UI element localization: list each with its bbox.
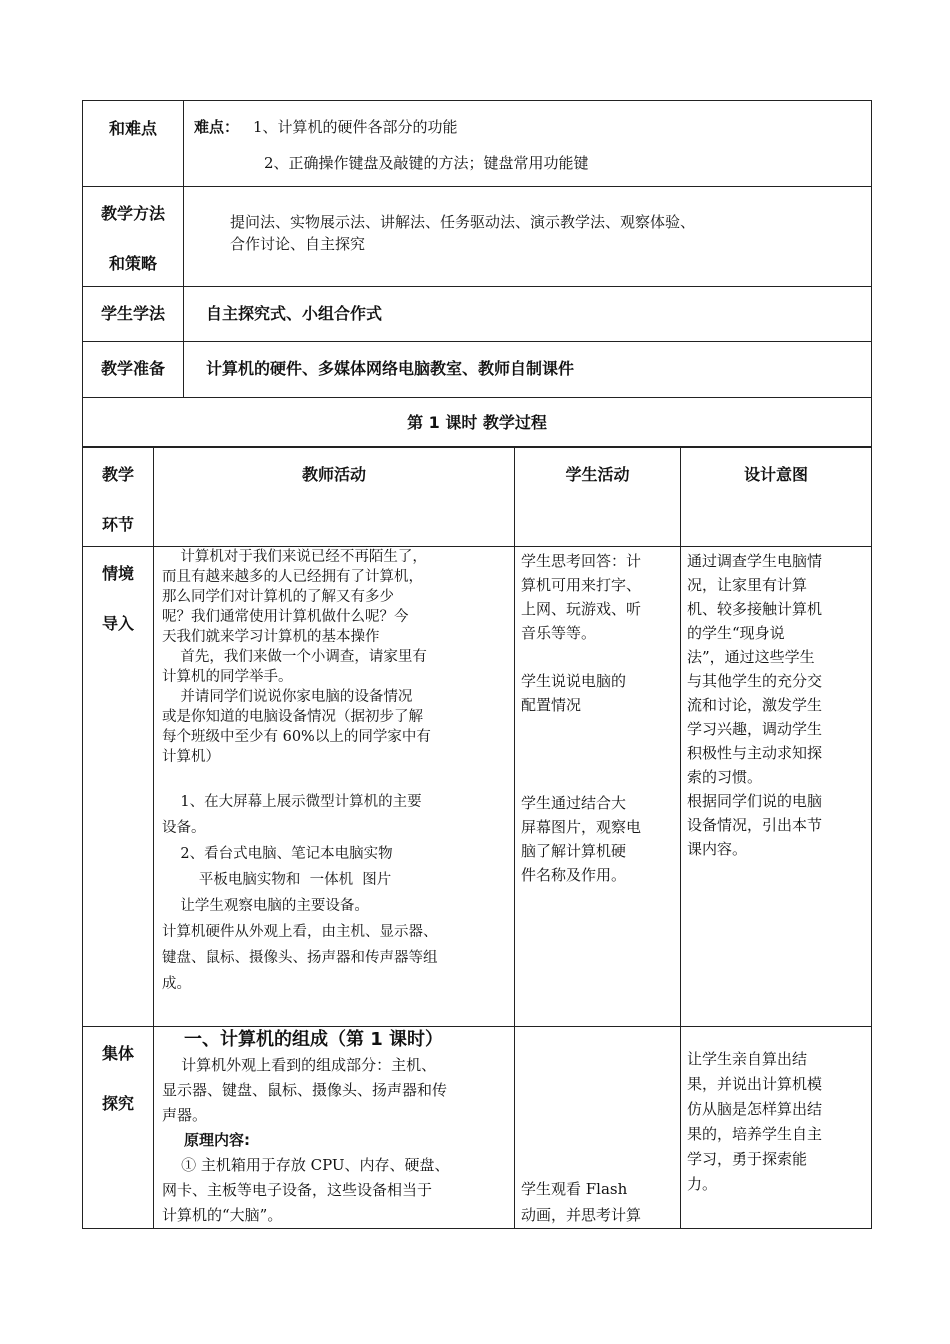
explore-design-cell	[681, 1027, 872, 1229]
intro-student-line: 件名称及作用。	[521, 866, 627, 884]
explore-teacher-line: 声器。	[162, 1106, 208, 1124]
intro-design-line: 学习兴趣，调动学生	[687, 720, 823, 738]
intro-label-line-2: 导入	[101, 614, 134, 633]
method-label-line-2: 和策略	[108, 254, 157, 273]
explore-student-line: 学生观看 Flash	[521, 1180, 628, 1198]
intro-teacher-line: 并请同学们说说你家电脑的设备情况	[162, 689, 413, 705]
header-design: 设计意图	[681, 447, 872, 547]
intro-teacher-line: 天我们就来学习计算机的基本操作	[162, 629, 380, 645]
method-line-2: 合作讨论、自主探究	[230, 235, 366, 253]
intro-teacher-line: 成。	[162, 976, 191, 992]
header-stage-line-1: 教学	[101, 465, 134, 484]
difficulty-item-1: 1、计算机的硬件各部分的功能	[253, 118, 458, 136]
explore-label-line-2: 探究	[101, 1094, 134, 1113]
intro-design-line: 通过调查学生电脑情	[687, 552, 823, 570]
intro-teacher-line: 那么同学们对计算机的了解又有多少	[162, 589, 394, 605]
intro-teacher-line: 键盘、鼠标、摄像头、扬声器和传声器等组	[162, 950, 438, 966]
process-title-row	[83, 398, 872, 448]
explore-student-cell	[515, 1027, 681, 1229]
intro-teacher-line: 平板电脑实物和 一体机 图片	[162, 872, 392, 888]
intro-teacher-line: 设备。	[162, 820, 206, 836]
intro-design-line: 机、较多接触计算机	[687, 600, 823, 618]
intro-design-line: 根据同学们说的电脑	[687, 792, 823, 810]
intro-student-line: 配置情况	[521, 696, 582, 714]
header-stage	[83, 447, 154, 547]
explore-label	[83, 1027, 154, 1229]
intro-design-line: 流和讨论，激发学生	[687, 696, 823, 714]
difficulty-label: 和难点	[83, 101, 184, 187]
intro-teacher-line: 或是你知道的电脑设备情况（据初步了解	[162, 709, 423, 725]
intro-student-blank	[521, 717, 680, 791]
explore-teacher-cell	[154, 1027, 515, 1229]
process-title: 第 1 课时 教学过程	[83, 398, 872, 448]
intro-teacher-line: 1、在大屏幕上展示微型计算机的主要	[162, 794, 422, 810]
prep-label: 教学准备	[83, 342, 184, 398]
method-line-1: 提问法、实物展示法、讲解法、任务驱动法、演示教学法、观察体验、	[230, 213, 696, 231]
method-label	[83, 187, 184, 287]
intro-teacher-cell	[154, 547, 515, 1027]
intro-design-cell	[681, 547, 872, 1027]
explore-design-line: 仿从脑是怎样算出结	[687, 1100, 823, 1118]
method-content	[184, 187, 872, 287]
intro-design-line: 设备情况，引出本节	[687, 816, 823, 834]
explore-teacher-line: 显示器、键盘、鼠标、摄像头、扬声器和传	[162, 1081, 448, 1099]
learning-label: 学生学法	[83, 287, 184, 342]
difficulty-prefix: 难点：	[194, 118, 240, 136]
intro-row	[83, 547, 872, 1027]
intro-teacher-line: 让学生观察电脑的主要设备。	[162, 898, 369, 914]
intro-teacher-line: 计算机硬件从外观上看，由主机、显示器、	[162, 924, 438, 940]
prep-row	[83, 342, 872, 398]
intro-label	[83, 547, 154, 1027]
intro-design-line: 的学生“现身说	[687, 624, 785, 642]
learning-row	[83, 287, 872, 342]
intro-student-line: 上网、玩游戏、听	[521, 600, 642, 618]
header-stage-line-2: 环节	[101, 515, 134, 534]
principle-line: 计算机的“大脑”。	[162, 1206, 283, 1224]
intro-teacher-line: 首先，我们来做一个小调查，请家里有	[162, 649, 427, 665]
header-student: 学生活动	[515, 447, 681, 547]
intro-design-line: 积极性与主动求知探	[687, 744, 823, 762]
intro-teacher-blank	[162, 767, 514, 789]
principle-line: ① 主机箱用于存放 CPU、内存、硬盘、	[162, 1156, 450, 1174]
explore-teacher-line: 计算机外观上看到的组成部分：主机、	[162, 1056, 437, 1074]
intro-student-line: 音乐等等。	[521, 624, 597, 642]
intro-design-line: 法”，通过这些学生	[687, 648, 815, 666]
explore-label-line-1: 集体	[101, 1044, 134, 1063]
learning-value: 自主探究式、小组合作式	[184, 287, 872, 342]
intro-teacher-line: 计算机的同学举手。	[162, 669, 293, 685]
explore-design-line: 让学生亲自算出结	[687, 1050, 808, 1068]
intro-teacher-line: 每个班级中至少有 60%以上的同学家中有	[162, 729, 431, 745]
header-teacher: 教师活动	[154, 447, 515, 547]
intro-teacher-line: 计算机）	[162, 749, 220, 765]
intro-label-line-1: 情境	[101, 564, 134, 583]
prep-value: 计算机的硬件、多媒体网络电脑教室、教师自制课件	[184, 342, 872, 398]
intro-student-line: 学生思考回答：计	[521, 552, 642, 570]
explore-design-line: 果的，培养学生自主	[687, 1125, 823, 1143]
intro-student-line: 屏幕图片，观察电	[521, 818, 642, 836]
explore-row	[83, 1027, 872, 1229]
process-table	[82, 446, 872, 1229]
process-header-row	[83, 447, 872, 547]
lesson-info-table	[82, 100, 872, 448]
method-label-line-1: 教学方法	[100, 204, 165, 223]
intro-teacher-line: 呢？我们通常使用计算机做什么呢？今	[162, 609, 409, 625]
method-row	[83, 187, 872, 287]
explore-design-line: 学习，勇于探索能	[687, 1150, 808, 1168]
intro-student-line: 脑了解计算机硬	[521, 842, 627, 860]
intro-design-line: 与其他学生的充分交	[687, 672, 823, 690]
explore-heading: 一、计算机的组成（第 1 课时）	[184, 1029, 444, 1050]
intro-student-line: 学生说说电脑的	[521, 672, 627, 690]
intro-design-line: 况，让家里有计算	[687, 576, 808, 594]
explore-design-line: 果，并说出计算机模	[687, 1075, 823, 1093]
explore-student-line: 动画，并思考计算	[521, 1206, 642, 1224]
intro-design-line: 课内容。	[687, 840, 748, 858]
intro-student-blank	[521, 645, 680, 669]
principle-label: 原理内容:	[184, 1131, 250, 1149]
intro-teacher-line: 计算机对于我们来说已经不再陌生了，	[162, 549, 427, 565]
difficulty-row	[83, 101, 872, 187]
intro-teacher-line: 而且有越来越多的人已经拥有了计算机，	[162, 569, 423, 585]
explore-design-line: 力。	[687, 1175, 718, 1193]
difficulty-item-2: 2、正确操作键盘及敲键的方法；键盘常用功能键	[264, 154, 589, 172]
intro-student-cell	[515, 547, 681, 1027]
intro-teacher-line: 2、看台式电脑、笔记本电脑实物	[162, 846, 393, 862]
intro-student-line: 学生通过结合大	[521, 794, 627, 812]
difficulty-content	[184, 101, 872, 187]
intro-design-line: 索的习惯。	[687, 768, 763, 786]
principle-line: 网卡、主板等电子设备，这些设备相当于	[162, 1181, 433, 1199]
intro-student-line: 算机可用来打字、	[521, 576, 642, 594]
